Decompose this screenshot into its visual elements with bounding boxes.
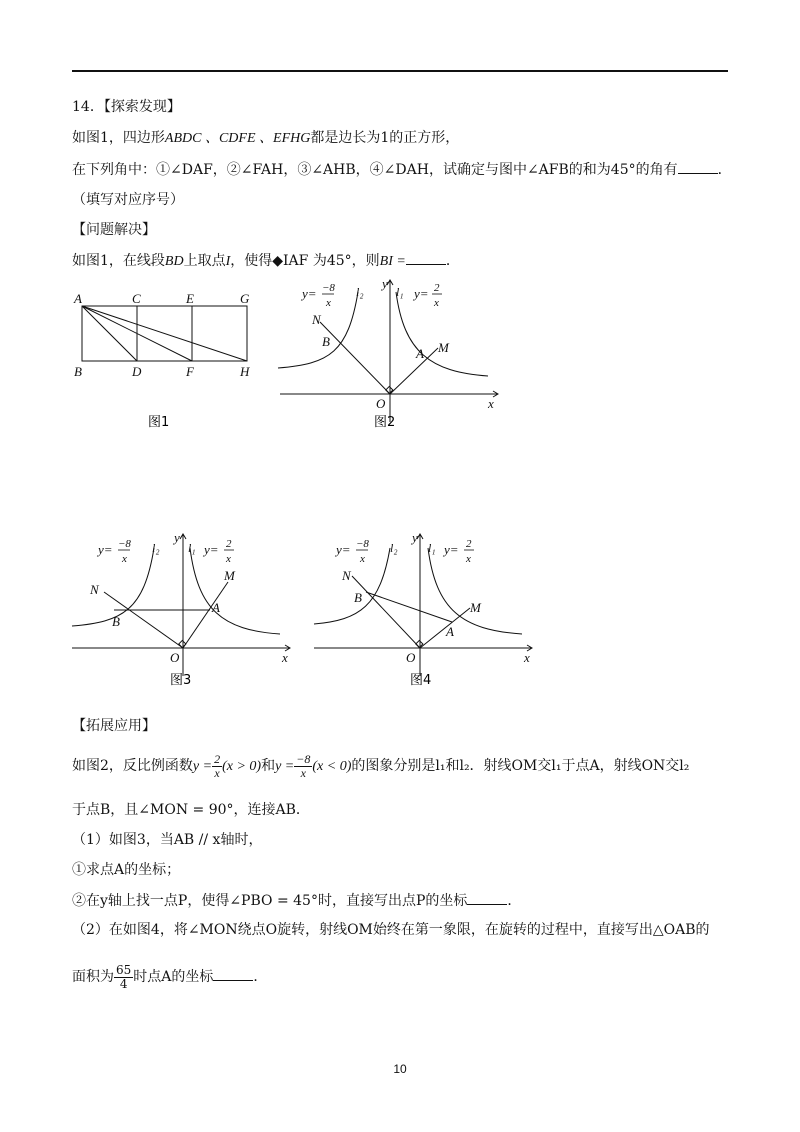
curve-l1 [190, 548, 280, 634]
func2-num: −8 [296, 751, 311, 766]
y-axis-label: y [174, 530, 180, 545]
period: ． [253, 969, 268, 985]
area-fraction [114, 964, 133, 991]
func1-den: x [214, 765, 220, 780]
y-axis-label: y [382, 276, 388, 291]
fill-note: （填写对应序号） [72, 192, 184, 208]
x-axis-label: x [488, 396, 494, 411]
curve-l2 [314, 548, 390, 624]
label-b: B [354, 590, 362, 605]
extend-line-2: 于点B，且∠MON = 90°，连接AB． [72, 802, 310, 818]
figure-2 [270, 272, 510, 432]
figure-1 [66, 286, 266, 436]
area-num: 65 [116, 962, 132, 977]
header-rule [72, 70, 728, 72]
x-axis-label: x [524, 650, 530, 665]
eq-right-den: x [466, 553, 471, 565]
label-m: M [224, 568, 235, 583]
ray-om [183, 582, 228, 648]
func1-y: y = [192, 759, 213, 774]
question-1b-line [72, 890, 521, 911]
origin-label: O [376, 396, 386, 411]
ray-on [320, 322, 390, 394]
period: ． [507, 893, 522, 909]
l2-label: l₂ [152, 541, 160, 555]
eq-left-y: y= [302, 286, 317, 301]
label-h: H [240, 364, 250, 379]
label-a: A [416, 346, 424, 361]
period: ． [717, 162, 732, 178]
answer-blank-4[interactable] [213, 966, 253, 981]
curve-l1 [428, 548, 522, 634]
ray-om [420, 608, 470, 648]
q2-prefix: 面积为 [72, 969, 114, 985]
section-extend-heading: 【拓展应用】 [72, 718, 156, 734]
eq-right-y: y= [444, 542, 459, 557]
l2-label: l₂ [390, 541, 398, 555]
func2-fraction [294, 753, 312, 780]
l1-label: l₁ [188, 541, 196, 555]
eq-right-num: 2 [466, 538, 472, 550]
problem-number: 14． [72, 99, 104, 115]
figure-4 [310, 526, 542, 696]
eq-right-y: y= [414, 286, 429, 301]
label-n: N [312, 312, 321, 327]
func1-condition: (x > 0) [222, 759, 262, 774]
func2-y: y = [275, 759, 295, 774]
question-1a: ①求点A的坐标； [72, 862, 181, 878]
solve-text-1: 如图1，在线段 [72, 253, 165, 269]
eq-left-num: −8 [322, 282, 335, 294]
curve-l2 [278, 292, 358, 368]
question-1: （1）如图3，当AB // x轴时， [72, 832, 263, 848]
ray-on [352, 576, 420, 648]
solve-text-3: ，使得◆IAF 为45°，则 [230, 253, 380, 269]
area-den: 4 [119, 976, 128, 991]
solve-point: I [225, 254, 231, 269]
section-explore-heading: 【探索发现】 [103, 99, 181, 115]
question-2-line-2 [72, 960, 267, 994]
figure-2-caption: 图2 [374, 415, 396, 430]
func1-fraction [212, 753, 222, 780]
func1-num: 2 [214, 751, 221, 766]
angles-suffix: ，试确定与图中∠AFB的和为45°的角有 [428, 162, 678, 178]
angles-list: ①∠DAF，②∠FAH，③∠AHB，④∠DAH [156, 162, 429, 178]
label-a: A [212, 600, 220, 615]
page-number: 10 [393, 1062, 407, 1076]
figure-1-caption: 图1 [148, 415, 170, 430]
solve-segment: BD [164, 254, 184, 269]
eq-right-num: 2 [434, 282, 440, 294]
segment-ab [366, 592, 452, 622]
label-b: B [74, 364, 82, 379]
origin-label: O [170, 650, 180, 665]
eq-right-den: x [434, 297, 439, 309]
label-b: B [112, 614, 120, 629]
eq-left-num: −8 [118, 538, 131, 550]
squares-names: ABDC 、CDFE 、EFHG [164, 131, 311, 146]
label-f: F [186, 364, 194, 379]
intro-line [72, 128, 459, 149]
label-d: D [132, 364, 142, 379]
answer-blank-1[interactable] [678, 159, 718, 174]
curve-l1 [396, 292, 488, 376]
ext-text-b: 的图象分别是l₁和l₂．射线OM交l₁于点A，射线ON交l₂ [351, 758, 690, 774]
label-e: E [186, 291, 194, 306]
label-g: G [240, 291, 250, 306]
angles-line [72, 159, 732, 180]
func2-den: x [300, 765, 306, 780]
eq-left-y: y= [336, 542, 351, 557]
label-n: N [90, 582, 99, 597]
l1-label: l₁ [428, 541, 436, 555]
right-angle-mark [179, 640, 186, 647]
eq-left-y: y= [98, 542, 113, 557]
func2-condition: (x < 0) [312, 759, 352, 774]
solve-answer-label: BI = [379, 254, 406, 269]
question-2: （2）在如图4，将∠MON绕点O旋转，射线OM始终在第一象限，在旋转的过程中，直接写出△OAB的 [72, 922, 710, 938]
ext-text-a: 如图2，反比例函数 [72, 758, 193, 774]
intro-text-1: 如图1，四边形 [72, 130, 165, 146]
ext-and: 和 [261, 758, 276, 774]
extend-line-1 [72, 750, 689, 783]
figure-3-caption: 图3 [170, 673, 192, 688]
eq-right-num: 2 [226, 538, 232, 550]
label-a: A [74, 291, 82, 306]
l2-label: l₂ [356, 285, 364, 299]
q2-suffix: 时点A的坐标 [133, 969, 214, 985]
solve-line [72, 250, 460, 272]
eq-right-y: y= [204, 542, 219, 557]
solve-text-2: 上取点 [183, 253, 226, 269]
eq-left-den: x [122, 553, 127, 565]
figure-3 [68, 526, 300, 696]
x-axis-label: x [282, 650, 288, 665]
problem-header [72, 97, 181, 117]
ray-om [390, 348, 438, 394]
eq-left-den: x [360, 553, 365, 565]
eq-left-num: −8 [356, 538, 369, 550]
label-m: M [438, 340, 449, 355]
answer-blank-2[interactable] [406, 250, 446, 265]
question-1b: ②在y轴上找一点P，使得∠PBO = 45°时，直接写出点P的坐标 [72, 893, 468, 909]
label-c: C [132, 291, 141, 306]
segment-ad [82, 306, 137, 361]
period: ． [445, 253, 460, 269]
label-a: A [446, 624, 454, 639]
origin-label: O [406, 650, 416, 665]
label-n: N [342, 568, 351, 583]
eq-right-den: x [226, 553, 231, 565]
figure-4-caption: 图4 [410, 673, 432, 688]
segment-ah [82, 306, 247, 361]
angles-prefix: 在下列角中： [72, 162, 156, 178]
answer-blank-3[interactable] [467, 890, 507, 905]
intro-text-2: 都是边长为1的正方形， [310, 130, 460, 146]
label-m: M [470, 600, 481, 615]
y-axis-label: y [412, 530, 418, 545]
eq-left-den: x [326, 297, 331, 309]
label-b: B [322, 334, 330, 349]
section-solve-heading: 【问题解决】 [72, 222, 156, 238]
l1-label: l₁ [396, 285, 404, 299]
